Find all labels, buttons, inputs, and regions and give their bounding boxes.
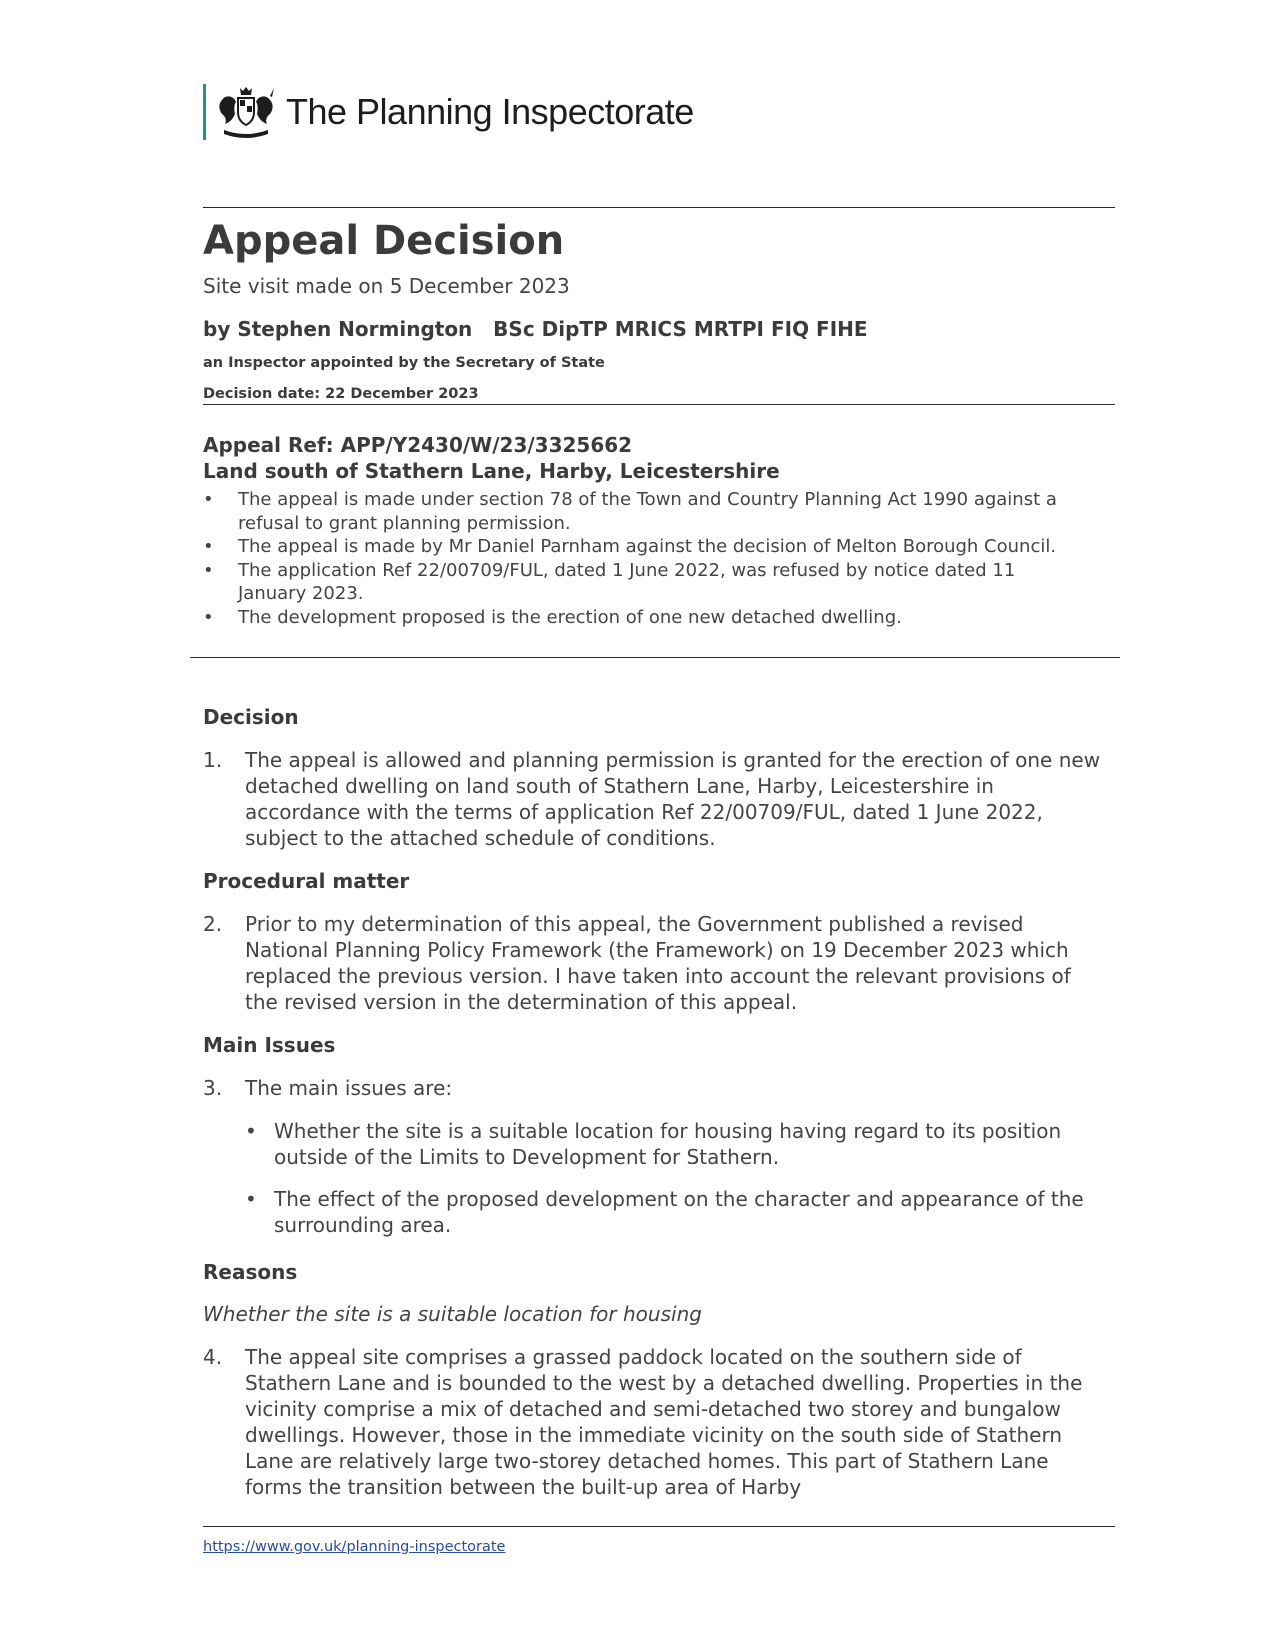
reasons-heading: Reasons xyxy=(203,1260,298,1284)
summary-item: • The application Ref 22/00709/FUL, dated 1 June 2022, was refused by notice dated 11 January 2023. xyxy=(203,559,1073,606)
main-issues-list xyxy=(245,1118,1105,1254)
summary-divider xyxy=(190,657,1120,658)
paragraph-number: 3. xyxy=(203,1076,223,1100)
summary-item: • The development proposed is the erection of one new detached dwelling. xyxy=(203,606,1073,630)
reasons-subheading: Whether the site is a suitable location for housing xyxy=(203,1302,702,1326)
appeal-reference-block xyxy=(203,432,780,484)
appeal-ref: Appeal Ref: APP/Y2430/W/23/3325662 xyxy=(203,433,633,457)
site-visit-date: Site visit made on 5 December 2023 xyxy=(203,274,570,298)
appeal-site: Land south of Stathern Lane, Harby, Leicestershire xyxy=(203,459,780,483)
paragraph-number: 2. xyxy=(203,912,223,936)
paragraph-text: Prior to my determination of this appeal, the Government published a revised National Planning Policy Framework (the Framework) on 19 December 2023 which replaced the previous version. I have taken into account the relevant provisions of the revised version in the determination of this appeal. xyxy=(245,912,1071,1014)
logo xyxy=(203,84,694,140)
main-issues-heading: Main Issues xyxy=(203,1033,336,1057)
summary-item: • The appeal is made under section 78 of the Town and Country Planning Act 1990 against a refusal to grant planning permission. xyxy=(203,488,1073,535)
header-divider xyxy=(203,207,1115,208)
footer-divider xyxy=(203,1526,1115,1527)
issue-item: • Whether the site is a suitable location for housing having regard to its position outside of the Limits to Development for Stathern. xyxy=(245,1118,1105,1170)
inspector-name: by Stephen Normington BSc DipTP MRICS MRTPI FIQ FIHE xyxy=(203,317,868,341)
issue-item: • The effect of the proposed development on the character and appearance of the surrounding area. xyxy=(245,1186,1105,1238)
summary-item: • The appeal is made by Mr Daniel Parnham against the decision of Melton Borough Council. xyxy=(203,535,1073,559)
paragraph-1 xyxy=(203,747,1103,851)
paragraph-4 xyxy=(203,1344,1103,1500)
inspector-appointment: an Inspector appointed by the Secretary of State xyxy=(203,355,605,371)
paragraph-2 xyxy=(203,911,1103,1015)
appeal-summary-list xyxy=(203,488,1073,629)
paragraph-number: 4. xyxy=(203,1345,223,1369)
paragraph-text: The appeal is allowed and planning permission is granted for the erection of one new detached dwelling on land south of Stathern Lane, Harby, Leicestershire in accordance with the terms of application Ref 22/00709/FUL, dated 1 June 2022, subject to the attached schedule of conditions. xyxy=(245,748,1101,850)
royal-crest-icon xyxy=(216,84,276,140)
paragraph-text: The main issues are: xyxy=(245,1076,453,1100)
decision-heading: Decision xyxy=(203,705,299,729)
procedural-heading: Procedural matter xyxy=(203,869,410,893)
page-title: Appeal Decision xyxy=(203,218,565,264)
decision-date: Decision date: 22 December 2023 xyxy=(203,386,479,402)
date-divider xyxy=(203,404,1115,405)
footer-website-link[interactable]: https://www.gov.uk/planning-inspectorate xyxy=(203,1539,506,1555)
paragraph-3 xyxy=(203,1075,1103,1101)
organisation-name: The Planning Inspectorate xyxy=(286,91,694,132)
paragraph-number: 1. xyxy=(203,748,223,772)
logo-accent-bar xyxy=(203,84,206,140)
paragraph-text: The appeal site comprises a grassed paddock located on the southern side of Stathern Lane and is bounded to the west by a detached dwelling. Properties in the vicinity comprise a mix of detached and semi-detached two storey and bungalow dwellings. However, those in the immediate vicinity on the south side of Stathern Lane are relatively large two-storey detached homes. This part of Stathern Lane forms the transition between the built-up area of Harby xyxy=(245,1345,1083,1499)
